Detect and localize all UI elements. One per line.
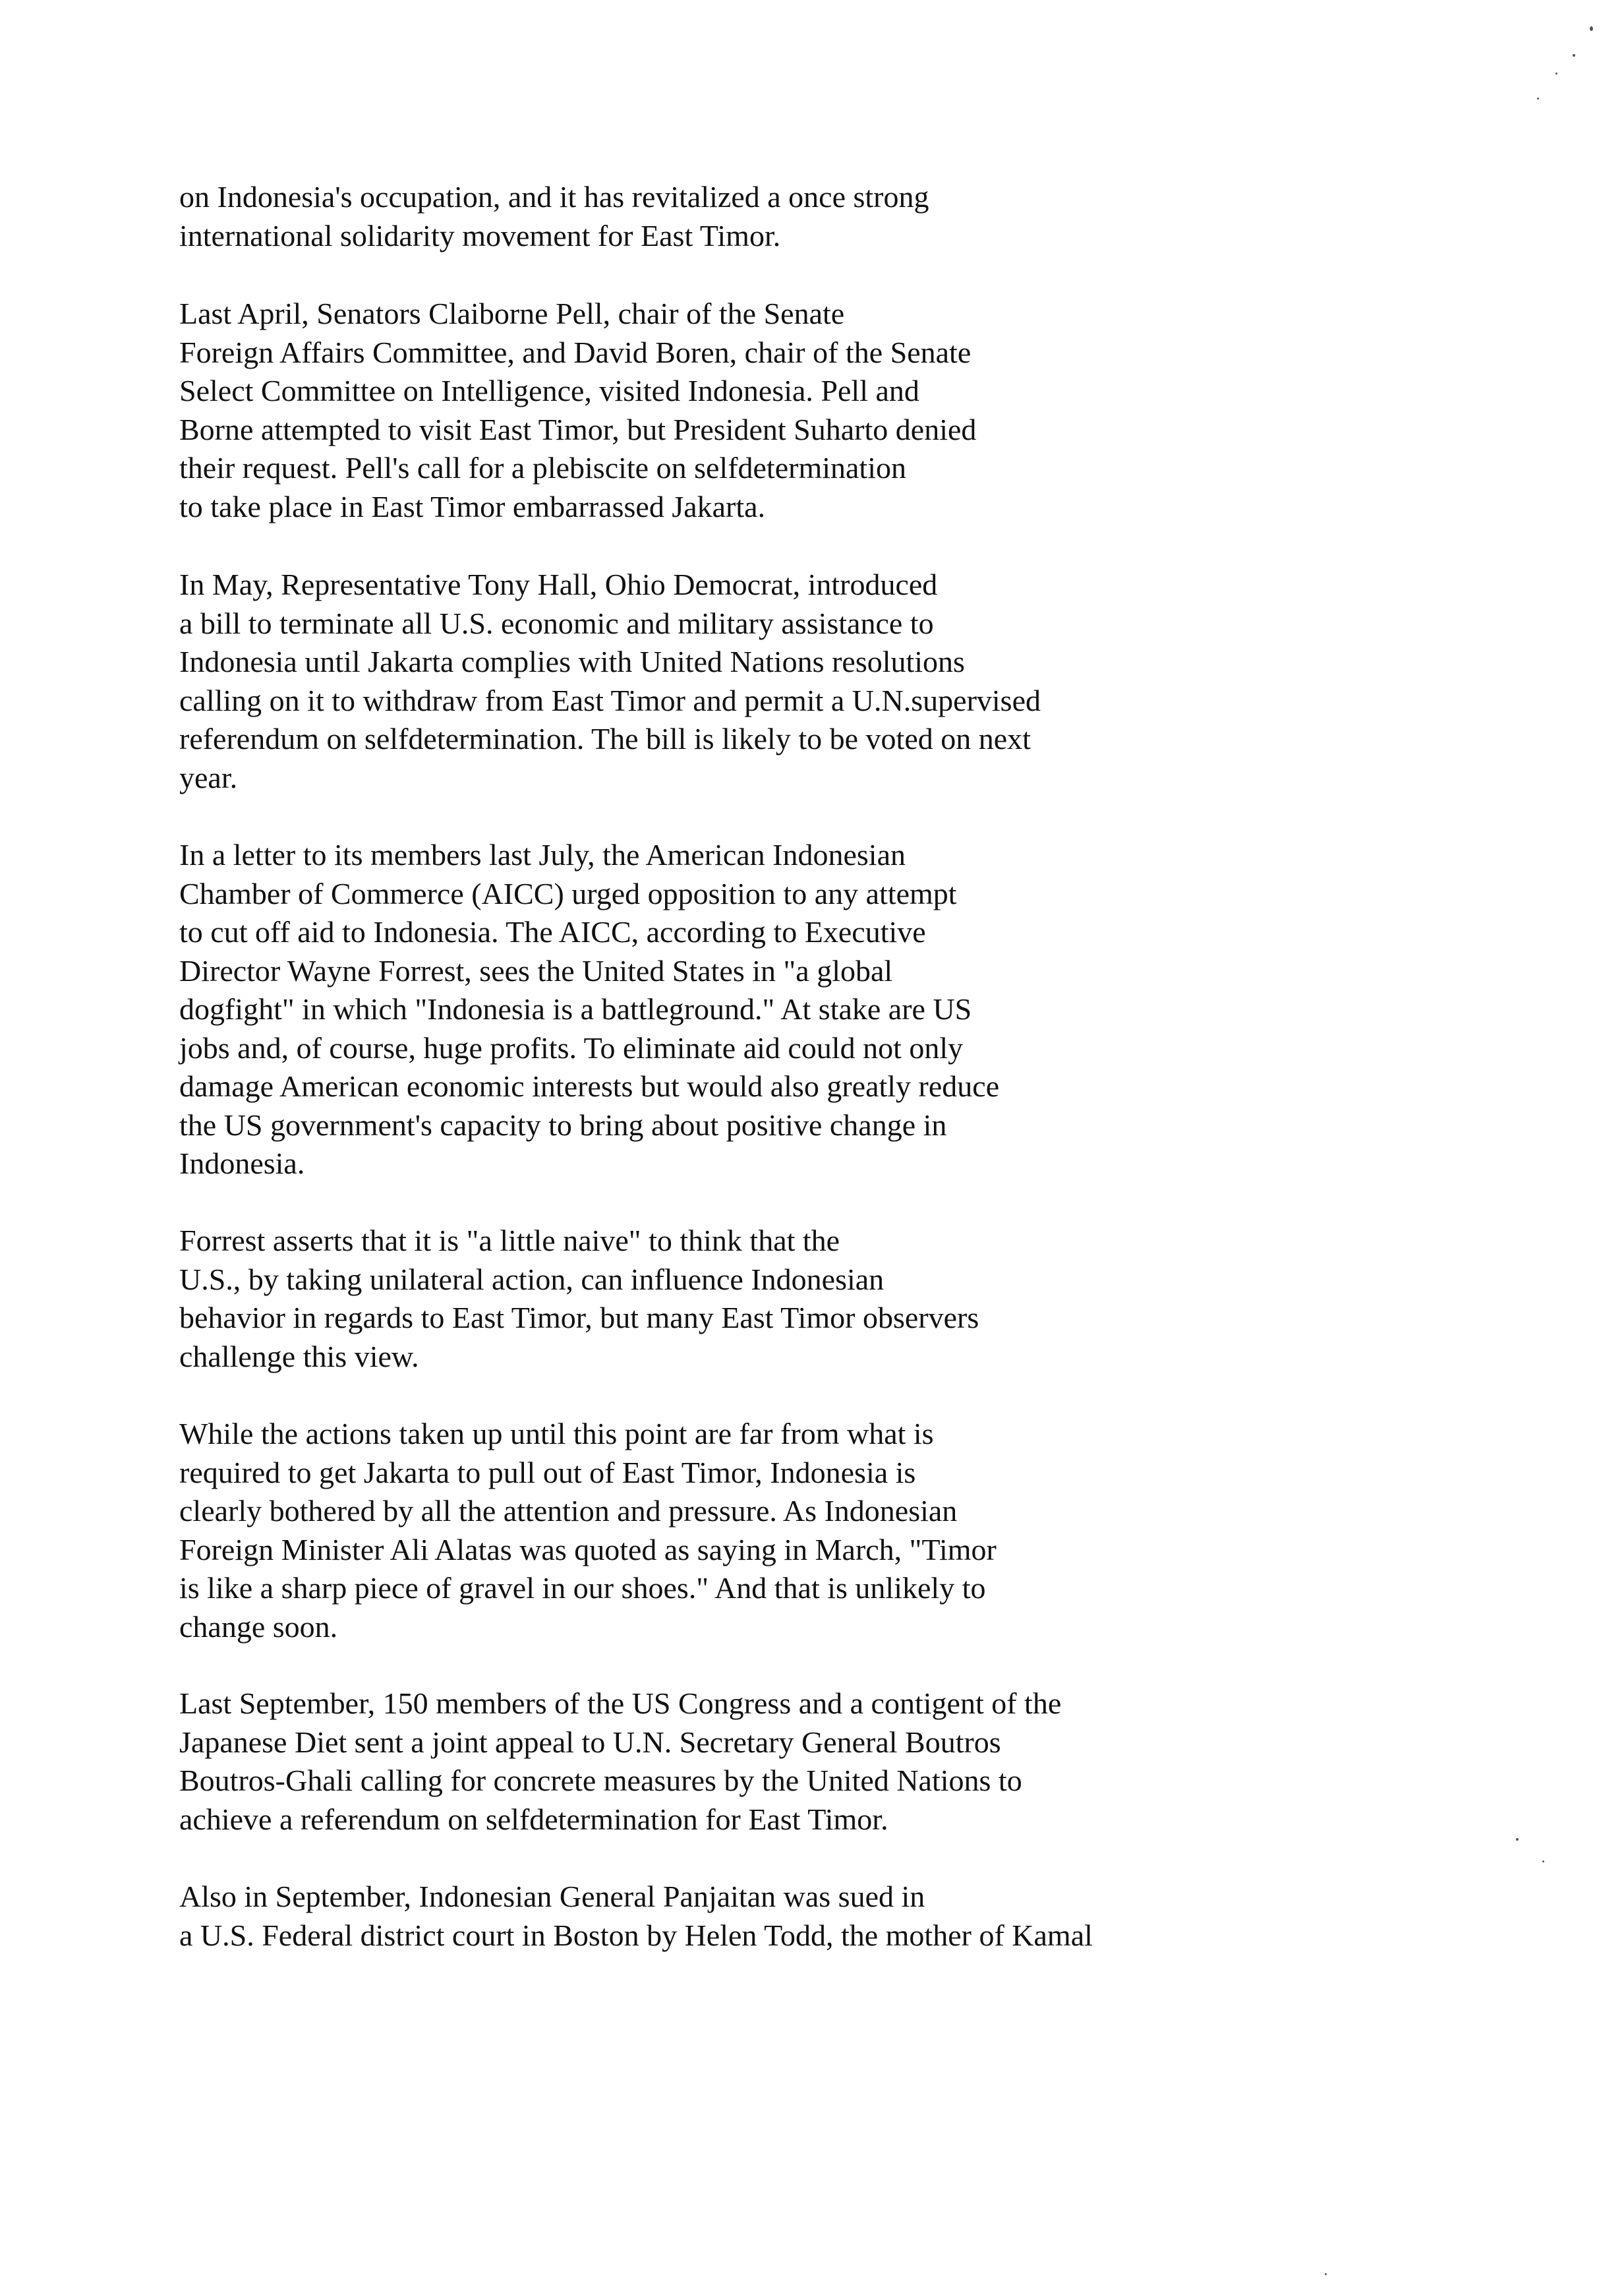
text-line: the US government's capacity to bring about positive change in (179, 1108, 947, 1142)
text-line: their request. Pell's call for a plebiscite on selfdetermination (179, 451, 906, 485)
text-line: Japanese Diet sent a joint appeal to U.N. Secretary General Boutros (179, 1725, 1001, 1759)
text-line: Last April, Senators Claiborne Pell, chair of the Senate (179, 297, 845, 330)
text-line: on Indonesia's occupation, and it has revitalized a once strong (179, 180, 929, 214)
text-line: In May, Representative Tony Hall, Ohio Democrat, introduced (179, 568, 938, 601)
text-line: international solidarity movement for East Timor. (179, 218, 781, 253)
text-line: year. (179, 760, 238, 794)
paragraph-1 (179, 178, 1471, 255)
paragraph-2 (179, 295, 1471, 526)
text-line: achieve a referendum on selfdetermination for East Timor. (179, 1802, 888, 1836)
text-line: a bill to terminate all U.S. economic and military assistance to (179, 606, 934, 640)
text-line: Indonesia until Jakarta complies with United Nations resolutions (179, 645, 965, 678)
text-line: Boutros-Ghali calling for concrete measures by the United Nations to (179, 1764, 1022, 1797)
text-line: Director Wayne Forrest, sees the United States in "a global (179, 953, 893, 988)
scan-speck (1590, 26, 1593, 31)
paragraph-8 (179, 1878, 1471, 1955)
text-line: behavior in regards to East Timor, but many East Timor observers (179, 1301, 979, 1334)
text-line: damage American economic interests but would also greatly reduce (179, 1069, 1000, 1103)
text-line: U.S., by taking unilateral action, can influence Indonesian (179, 1262, 884, 1296)
text-line: a U.S. Federal district court in Boston by Helen Todd, the mother of Kamal (179, 1918, 1093, 1952)
text-line: dogfight" in which "Indonesia is a battleground." At stake are US (179, 992, 972, 1026)
text-line: In a letter to its members last July, the American Indonesian (179, 838, 906, 872)
text-line: Forrest asserts that it is "a little naive" to think that the (179, 1224, 840, 1257)
paragraph-4 (179, 836, 1471, 1183)
text-line: to take place in East Timor embarrassed Jakarta. (179, 489, 766, 523)
paragraph-7 (179, 1684, 1471, 1839)
scan-speck (1537, 98, 1539, 100)
paragraph-5 (179, 1222, 1471, 1376)
paragraph-3 (179, 566, 1471, 797)
scan-speck (1325, 2273, 1327, 2275)
text-line: Foreign Affairs Committee, and David Boren, chair of the Senate (179, 335, 972, 369)
text-line: Select Committee on Intelligence, visited Indonesia. Pell and (179, 374, 919, 407)
text-line: to cut off aid to Indonesia. The AICC, according to Executive (179, 915, 926, 949)
text-line: Chamber of Commerce (AICC) urged opposition to any attempt (179, 876, 957, 910)
paragraph-6 (179, 1415, 1471, 1646)
text-line: jobs and, of course, huge profits. To eliminate aid could not only (179, 1030, 964, 1065)
text-line: is like a sharp piece of gravel in our shoes." And that is unlikely to (179, 1571, 986, 1605)
scan-speck (1573, 54, 1575, 57)
scan-speck (1516, 1838, 1519, 1841)
text-line: clearly bothered by all the attention and pressure. As Indonesian (179, 1494, 958, 1528)
text-line: While the actions taken up until this point are far from what is (179, 1417, 934, 1450)
text-line: calling on it to withdraw from East Timor and permit a U.N.supervised (179, 683, 1041, 717)
text-line: referendum on selfdetermination. The bill is likely to be voted on next (179, 722, 1031, 756)
text-line: change soon. (179, 1609, 338, 1644)
text-line: Last September, 150 members of the US Congress and a contigent of the (179, 1686, 1062, 1720)
scan-speck (1555, 73, 1557, 74)
text-line: Borne attempted to visit East Timor, but President Suharto denied (179, 412, 977, 446)
text-line: Foreign Minister Ali Alatas was quoted as saying in March, "Timor (179, 1532, 997, 1566)
scan-speck (1542, 1860, 1544, 1862)
text-line: Also in September, Indonesian General Panjaitan was sued in (179, 1880, 925, 1913)
text-line: required to get Jakarta to pull out of East Timor, Indonesia is (179, 1455, 916, 1489)
text-line: challenge this view. (179, 1339, 419, 1373)
text-line: Indonesia. (179, 1146, 305, 1180)
